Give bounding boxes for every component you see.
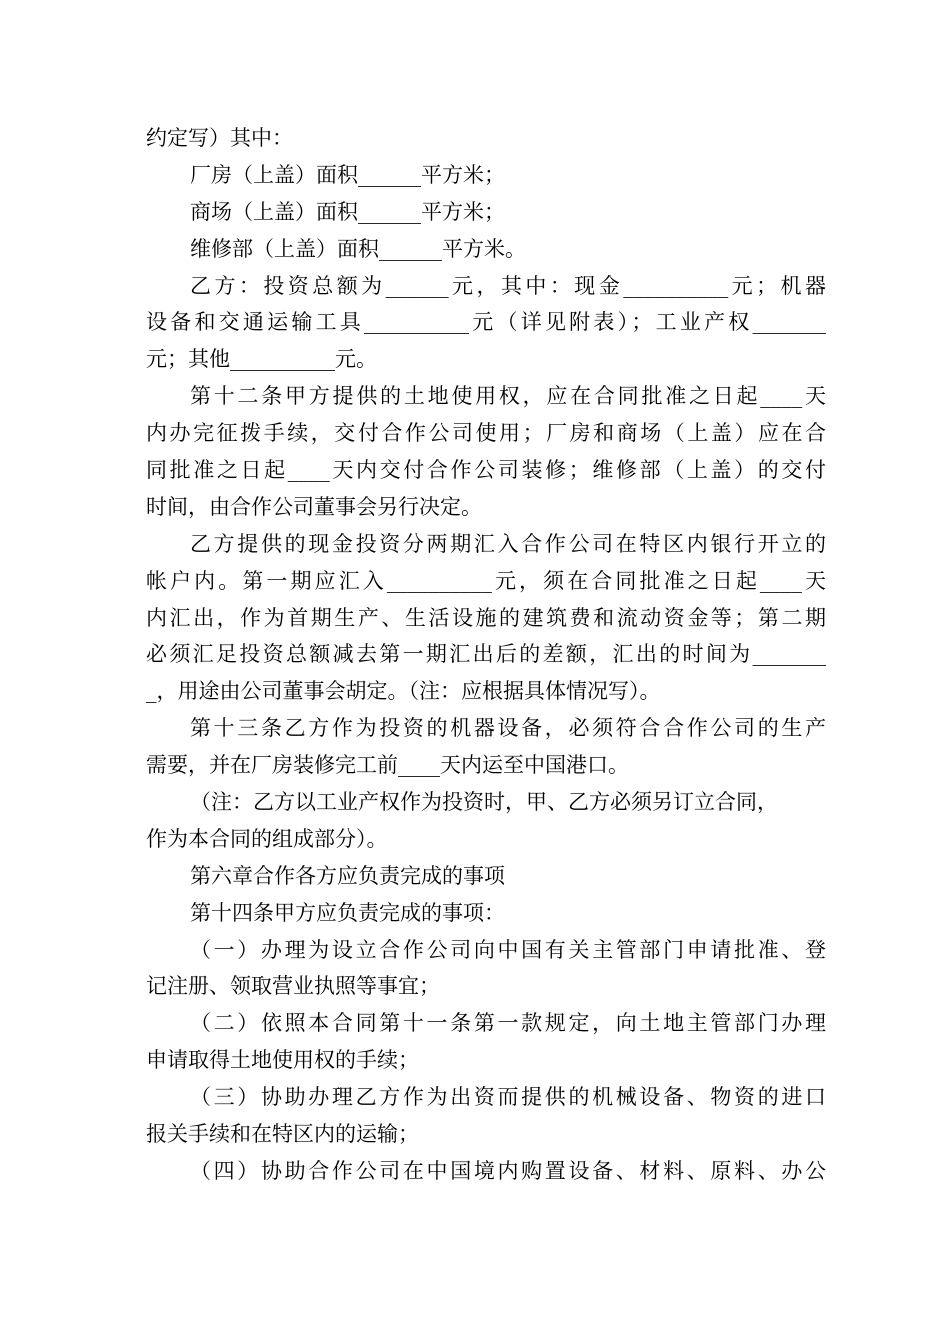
text-line: 第十四条甲方应负责完成的事项： — [190, 900, 505, 925]
text-line: 乙方：投资总额为______元，其中：现金__________元；机器 — [190, 273, 826, 298]
text-line: 元；其他__________元。 — [146, 347, 377, 372]
text-line: 维修部（上盖）面积______平方米。 — [190, 236, 526, 261]
text-line: 第十三条乙方作为投资的机器设备，必须符合合作公司的生产 — [190, 716, 826, 741]
text-line: 报关手续和在特区内的运输； — [146, 1122, 419, 1147]
text-line: 时间，由合作公司董事会另行决定。 — [146, 494, 482, 519]
text-line: （四）协助合作公司在中国境内购置设备、材料、原料、办公 — [190, 1158, 826, 1183]
text-line: 第十二条甲方提供的土地使用权，应在合同批准之日起____天 — [190, 384, 826, 409]
text-line: 申请取得土地使用权的手续； — [146, 1048, 419, 1073]
text-line: （二）依照本合同第十一条第一款规定，向土地主管部门办理 — [190, 1011, 826, 1036]
text-line: _，用途由公司董事会胡定。（注：应根据具体情况写）。 — [146, 679, 661, 704]
text-line: （注：乙方以工业产权作为投资时，甲、乙方必须另订立合同， — [190, 790, 778, 815]
text-line: 内办完征拨手续，交付合作公司使用；厂房和商场（上盖）应在合 — [146, 421, 826, 446]
document-body — [146, 120, 826, 1190]
text-line: 需要，并在厂房装修完工前____天内运至中国港口。 — [146, 753, 629, 778]
text-line: 约定写）其中： — [146, 126, 293, 150]
section-heading: 第六章合作各方应负责完成的事项 — [190, 863, 505, 888]
text-line: 内汇出，作为首期生产、生活设施的建筑费和流动资金等；第二期 — [146, 605, 826, 630]
text-line: 记注册、领取营业执照等事宜； — [146, 974, 440, 999]
text-line: 同批准之日起____天内交付合作公司装修；维修部（上盖）的交付 — [146, 458, 826, 483]
text-line: 乙方提供的现金投资分两期汇入合作公司在特区内银行开立的 — [190, 531, 826, 556]
text-line: （三）协助办理乙方作为出资而提供的机械设备、物资的进口 — [190, 1085, 826, 1110]
text-line: 商场（上盖）面积______平方米； — [190, 199, 505, 224]
text-line: 厂房（上盖）面积______平方米； — [190, 162, 505, 187]
text-line: 设备和交通运输工具__________元（详见附表）；工业产权_______ — [146, 310, 826, 335]
text-line: 必须汇足投资总额减去第一期汇出后的差额，汇出的时间为_______ — [146, 642, 826, 667]
text-line: 帐户内。第一期应汇入__________元，须在合同批准之日起____天 — [146, 568, 826, 593]
text-line: 作为本合同的组成部分）。 — [146, 826, 388, 851]
text-line: （一）办理为设立合作公司向中国有关主管部门申请批准、登 — [190, 937, 826, 962]
